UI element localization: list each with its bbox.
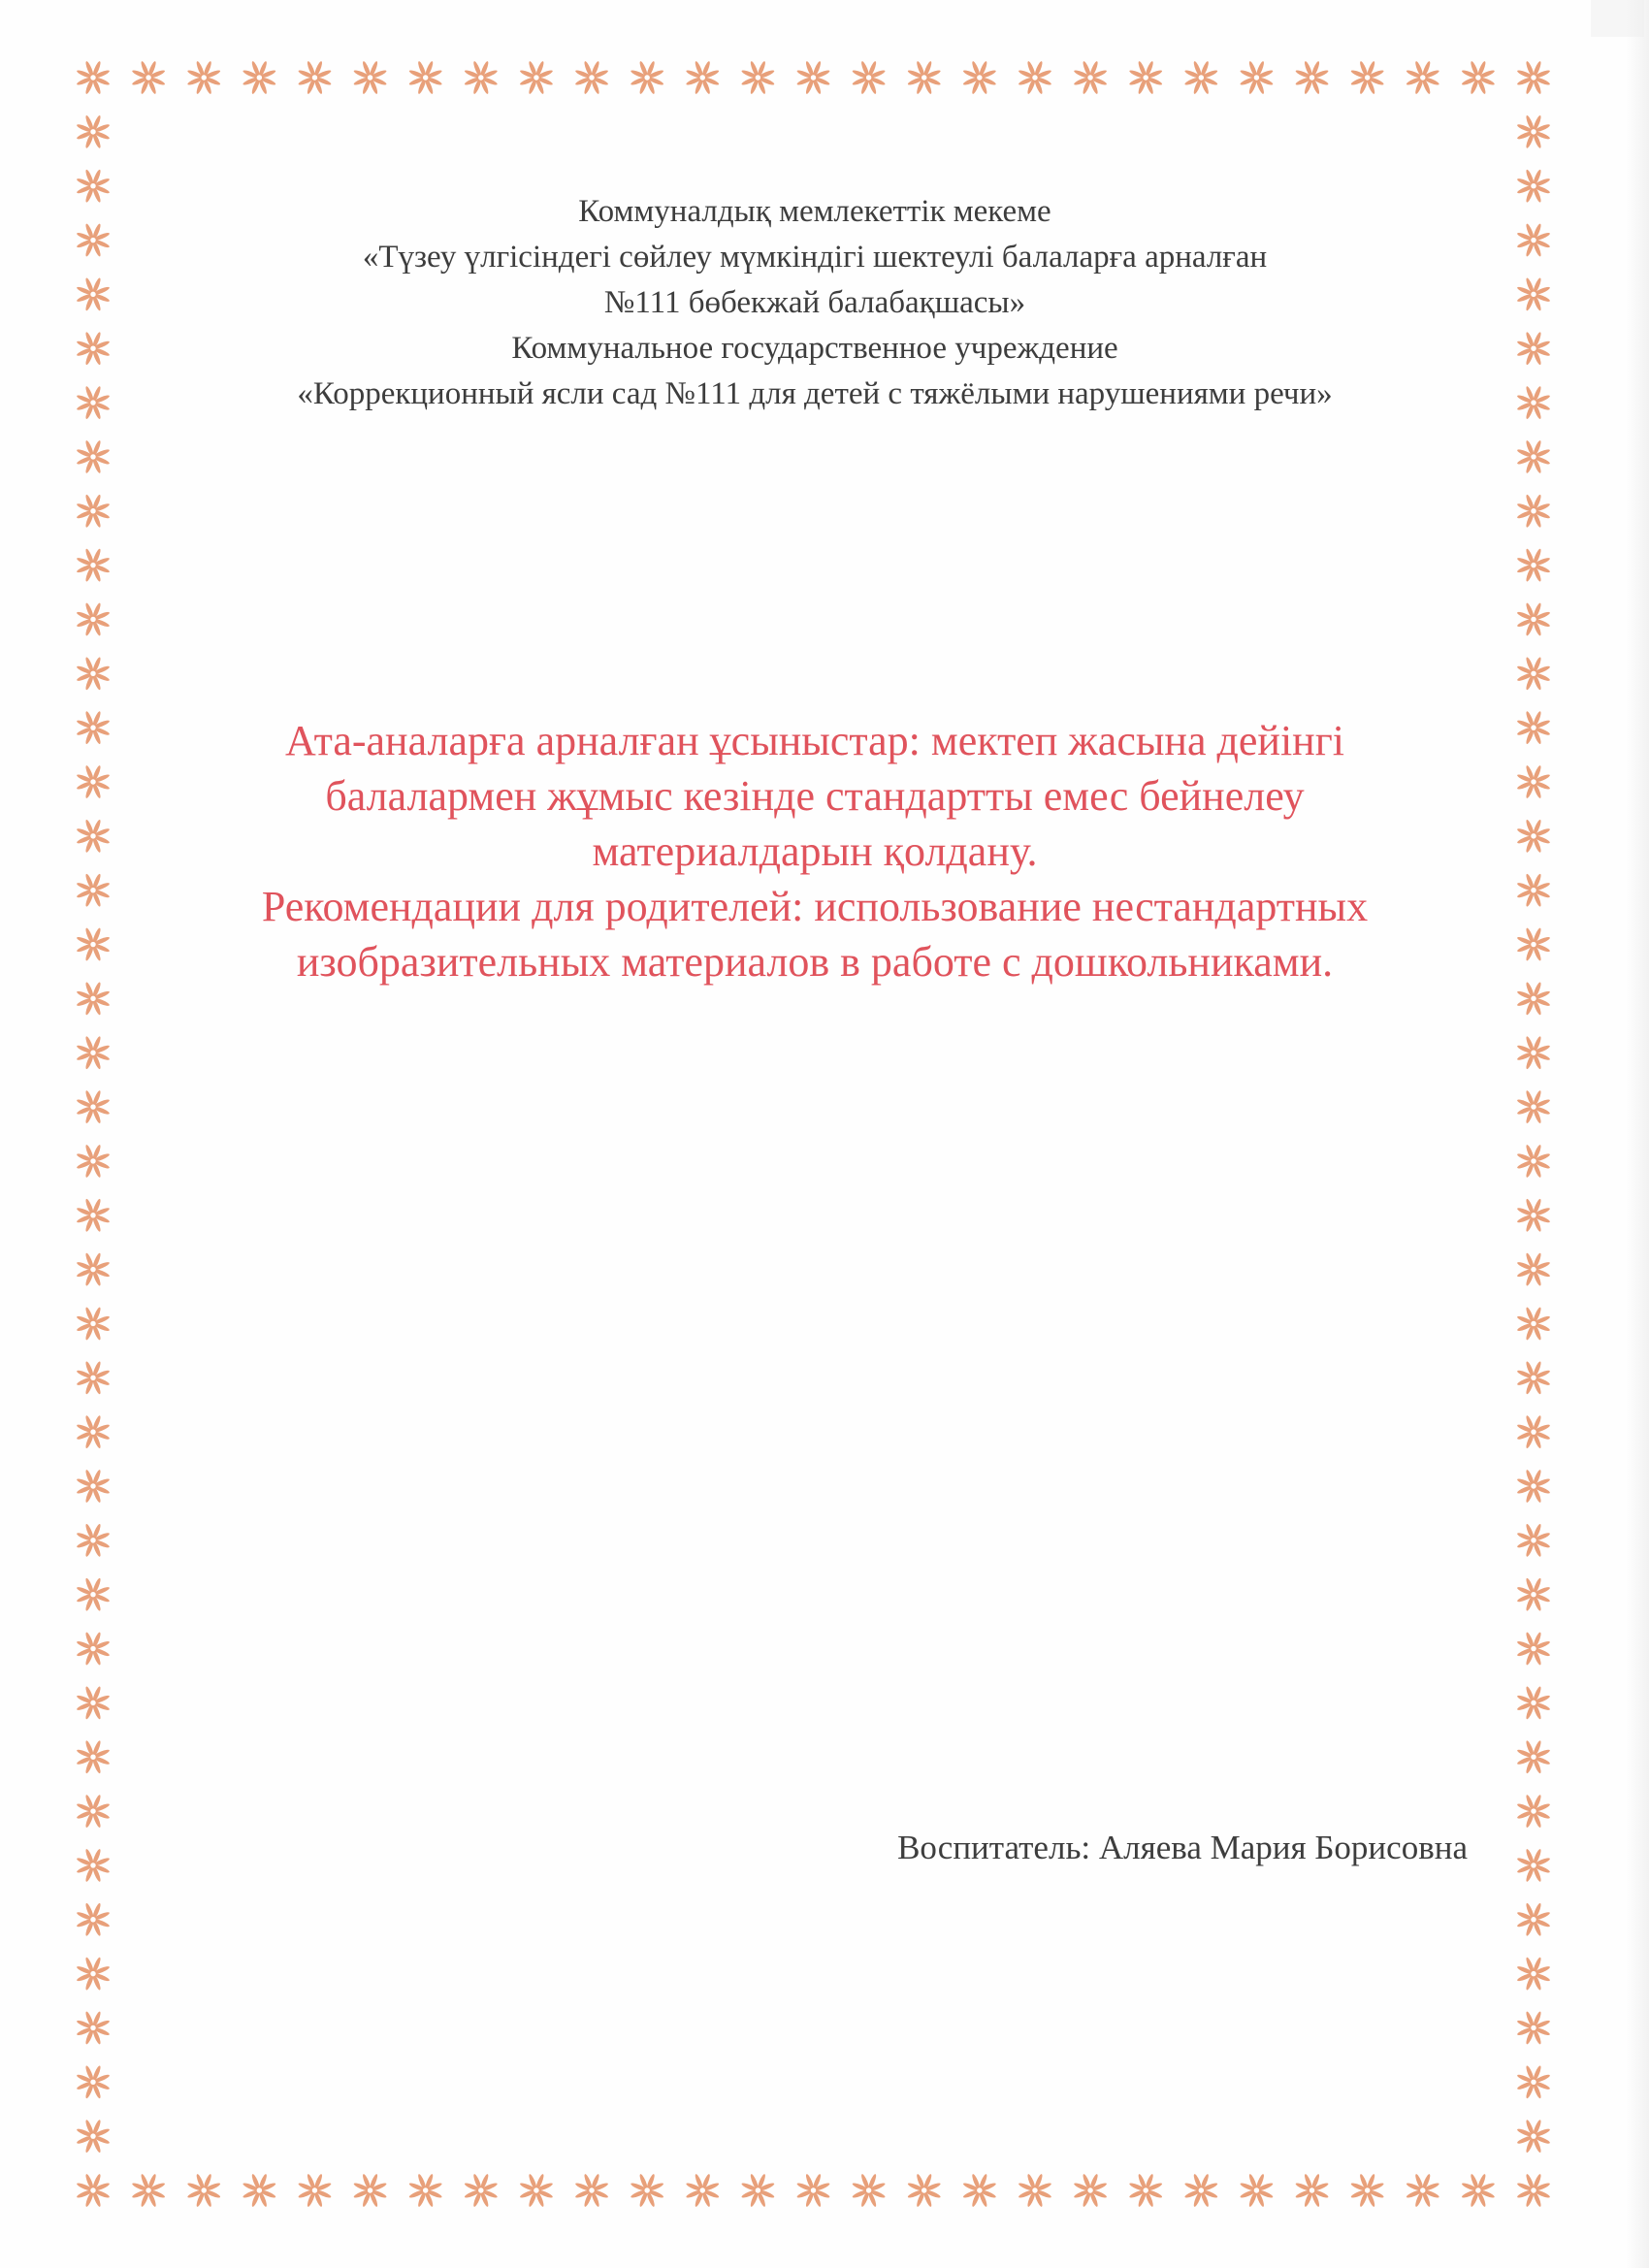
star-flower-icon	[1516, 385, 1550, 419]
star-flower-icon	[1516, 548, 1550, 582]
star-flower-icon	[76, 60, 110, 94]
star-flower-icon	[1461, 60, 1495, 94]
star-flower-icon	[1516, 1198, 1550, 1232]
scan-corner-mark	[1591, 0, 1644, 37]
star-flower-icon	[76, 277, 110, 311]
star-flower-icon	[1406, 60, 1439, 94]
title-line: балалармен жұмыс кезінде стандартты емес бейнелеу	[325, 772, 1305, 820]
star-flower-icon	[76, 332, 110, 366]
star-flower-icon	[686, 2173, 720, 2207]
star-flower-icon	[1516, 873, 1550, 907]
header-line: Коммуналдық мемлекеттік мекеме	[578, 194, 1051, 229]
star-flower-icon	[76, 1902, 110, 1936]
star-flower-icon	[76, 1848, 110, 1882]
star-flower-icon	[76, 764, 110, 798]
star-flower-icon	[76, 2065, 110, 2099]
star-flower-icon	[76, 1415, 110, 1449]
star-flower-icon	[1516, 277, 1550, 311]
star-flower-icon	[1240, 2173, 1274, 2207]
star-flower-icon	[1516, 1307, 1550, 1341]
star-flower-icon	[1184, 60, 1218, 94]
star-flower-icon	[1406, 2173, 1439, 2207]
star-flower-icon	[76, 1252, 110, 1286]
star-flower-icon	[76, 1632, 110, 1666]
star-flower-icon	[574, 60, 608, 94]
star-flower-icon	[76, 1957, 110, 1991]
star-flower-icon	[852, 2173, 886, 2207]
star-flower-icon	[353, 2173, 387, 2207]
star-flower-icon	[907, 2173, 941, 2207]
star-flower-icon	[76, 2173, 110, 2207]
star-flower-icon	[1516, 819, 1550, 853]
star-flower-icon	[464, 2173, 498, 2207]
star-flower-icon	[1295, 2173, 1329, 2207]
star-flower-icon	[1516, 223, 1550, 257]
star-flower-icon	[76, 819, 110, 853]
star-flower-icon	[1461, 2173, 1495, 2207]
star-flower-icon	[1516, 764, 1550, 798]
star-flower-icon	[1516, 1740, 1550, 1774]
star-flower-icon	[1516, 1415, 1550, 1449]
star-flower-icon	[408, 60, 442, 94]
star-flower-icon	[686, 60, 720, 94]
star-flower-icon	[76, 223, 110, 257]
star-flower-icon	[1018, 2173, 1051, 2207]
star-flower-icon	[1516, 2173, 1550, 2207]
star-flower-icon	[1516, 657, 1550, 691]
star-flower-icon	[1350, 2173, 1384, 2207]
star-flower-icon	[1184, 2173, 1218, 2207]
star-flower-icon	[76, 1089, 110, 1123]
star-flower-icon	[907, 60, 941, 94]
star-flower-icon	[76, 1794, 110, 1828]
star-flower-icon	[76, 1036, 110, 1070]
institution-header	[175, 189, 1455, 417]
star-flower-icon	[76, 385, 110, 419]
star-flower-icon	[76, 1307, 110, 1341]
star-flower-icon	[76, 114, 110, 148]
star-flower-icon	[353, 60, 387, 94]
star-flower-icon	[519, 2173, 553, 2207]
star-flower-icon	[1516, 1577, 1550, 1611]
star-flower-icon	[1350, 60, 1384, 94]
star-flower-icon	[1516, 60, 1550, 94]
star-flower-icon	[76, 494, 110, 528]
star-flower-icon	[1516, 1523, 1550, 1557]
star-flower-icon	[1516, 2065, 1550, 2099]
star-flower-icon	[741, 2173, 775, 2207]
star-flower-icon	[76, 711, 110, 745]
star-flower-icon	[1516, 1089, 1550, 1123]
star-flower-icon	[1240, 60, 1274, 94]
star-flower-icon	[76, 169, 110, 203]
star-flower-icon	[1018, 60, 1051, 94]
star-flower-icon	[76, 657, 110, 691]
star-flower-icon	[131, 2173, 165, 2207]
star-flower-icon	[741, 60, 775, 94]
star-flower-icon	[1516, 1848, 1550, 1882]
scan-edge-shadow	[1626, 0, 1649, 2268]
star-flower-icon	[76, 2011, 110, 2045]
star-flower-icon	[76, 1577, 110, 1611]
star-flower-icon	[1516, 982, 1550, 1016]
star-flower-icon	[1073, 2173, 1107, 2207]
star-flower-icon	[76, 602, 110, 636]
star-flower-icon	[298, 60, 332, 94]
star-flower-icon	[1516, 1957, 1550, 1991]
star-flower-icon	[76, 439, 110, 473]
star-flower-icon	[1516, 927, 1550, 961]
star-flower-icon	[852, 60, 886, 94]
star-flower-icon	[962, 60, 996, 94]
star-flower-icon	[76, 1686, 110, 1720]
star-flower-icon	[1516, 494, 1550, 528]
title-line: материалдарын қолдану.	[592, 827, 1038, 875]
star-flower-icon	[76, 1740, 110, 1774]
star-flower-icon	[630, 60, 664, 94]
star-flower-icon	[242, 2173, 276, 2207]
title-line: Ата-аналарға арналған ұсыныстар: мектеп жасына дейінгі	[285, 717, 1344, 764]
star-flower-icon	[76, 927, 110, 961]
header-line: «Түзеу үлгісіндегі сөйлеу мүмкіндігі шектеулі балаларға арналған	[362, 240, 1268, 275]
star-flower-icon	[1516, 114, 1550, 148]
star-flower-icon	[1516, 711, 1550, 745]
star-flower-icon	[1516, 1252, 1550, 1286]
star-flower-icon	[76, 548, 110, 582]
star-flower-icon	[242, 60, 276, 94]
star-flower-icon	[464, 60, 498, 94]
header-line: №111 бөбекжай балабақшасы»	[603, 285, 1026, 320]
star-flower-icon	[1516, 1469, 1550, 1503]
star-flower-icon	[1073, 60, 1107, 94]
header-line: Коммунальное государственное учреждение	[511, 331, 1118, 366]
star-flower-icon	[1129, 2173, 1163, 2207]
star-flower-icon	[796, 2173, 830, 2207]
star-flower-icon	[1516, 602, 1550, 636]
star-flower-icon	[1516, 439, 1550, 473]
star-flower-icon	[76, 1361, 110, 1395]
star-flower-icon	[298, 2173, 332, 2207]
star-flower-icon	[131, 60, 165, 94]
star-flower-icon	[1516, 1902, 1550, 1936]
star-flower-icon	[76, 1144, 110, 1178]
star-flower-icon	[187, 60, 221, 94]
star-flower-icon	[1516, 332, 1550, 366]
star-flower-icon	[76, 1198, 110, 1232]
star-flower-icon	[1516, 1361, 1550, 1395]
star-flower-icon	[962, 2173, 996, 2207]
star-flower-icon	[76, 2120, 110, 2154]
document-title	[146, 713, 1484, 989]
star-flower-icon	[1516, 1794, 1550, 1828]
star-flower-icon	[76, 1523, 110, 1557]
star-flower-icon	[1516, 1686, 1550, 1720]
star-flower-icon	[1516, 1036, 1550, 1070]
star-flower-icon	[408, 2173, 442, 2207]
star-flower-icon	[76, 873, 110, 907]
star-flower-icon	[187, 2173, 221, 2207]
star-flower-icon	[76, 1469, 110, 1503]
star-flower-icon	[76, 982, 110, 1016]
star-flower-icon	[1516, 169, 1550, 203]
star-flower-icon	[630, 2173, 664, 2207]
title-line: Рекомендации для родителей: использование нестандартных	[261, 883, 1369, 930]
star-flower-icon	[574, 2173, 608, 2207]
star-flower-icon	[519, 60, 553, 94]
star-flower-icon	[1516, 1144, 1550, 1178]
star-flower-icon	[796, 60, 830, 94]
star-flower-icon	[1516, 2120, 1550, 2154]
star-flower-icon	[1295, 60, 1329, 94]
star-flower-icon	[1516, 2011, 1550, 2045]
star-flower-icon	[1129, 60, 1163, 94]
title-line: изобразительных материалов в работе с дошкольниками.	[296, 938, 1334, 986]
header-line: «Коррекционный ясли сад №111 для детей с тяжёлыми нарушениями речи»	[297, 376, 1333, 411]
star-flower-icon	[1516, 1632, 1550, 1666]
author-signature-line: Воспитатель: Аляева Мария Борисовна	[897, 1829, 1468, 1866]
